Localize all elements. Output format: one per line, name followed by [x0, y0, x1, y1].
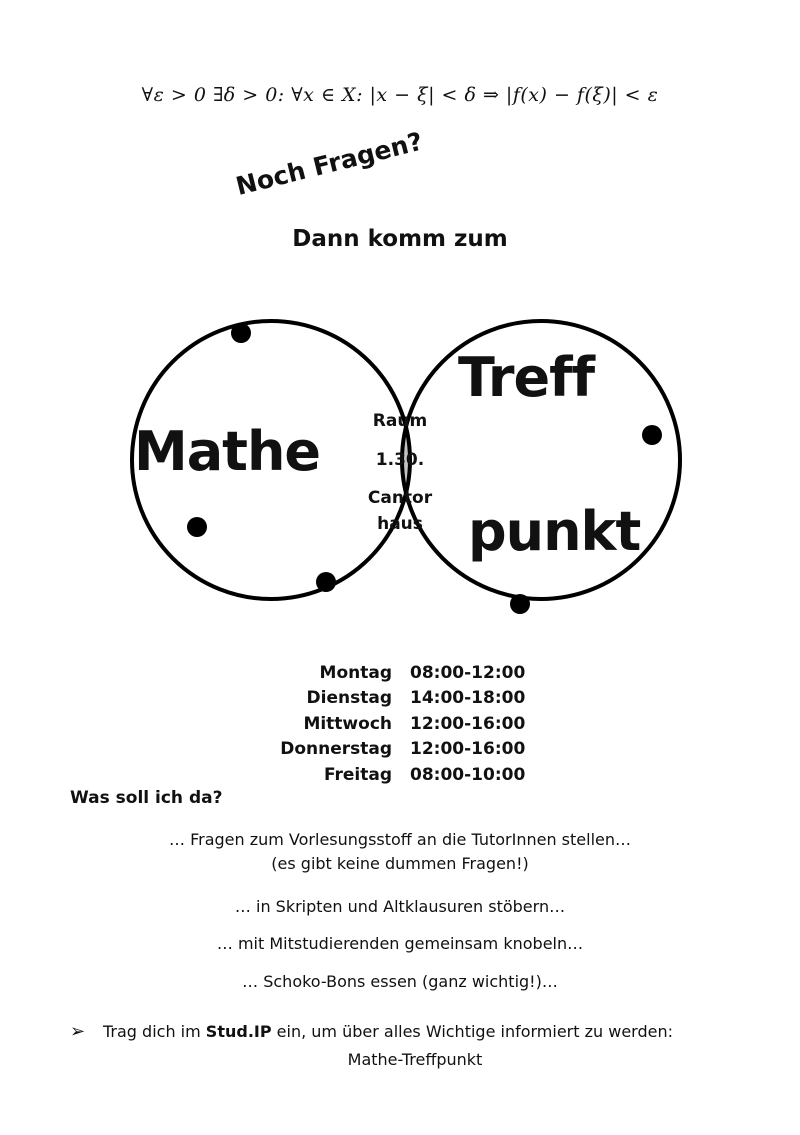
schedule-row: [260, 711, 560, 737]
activity-line: … mit Mitstudierenden gemeinsam knobeln…: [216, 934, 584, 953]
subheadline: Dann komm zum: [292, 226, 508, 252]
schedule-row: [260, 762, 560, 788]
room-label: Raum: [372, 411, 428, 431]
headline-noch-fragen: Noch Fragen?: [232, 126, 426, 201]
schedule-row: [260, 737, 560, 763]
schedule-day: Donnerstag: [280, 739, 392, 760]
schedule-time: 08:00-10:00: [410, 764, 526, 785]
studip-link: Stud.IP: [205, 1022, 272, 1041]
schedule-time: 14:00-18:00: [410, 688, 526, 709]
venn-right-word-bottom: punkt: [468, 500, 641, 563]
schedule-day: Dienstag: [306, 688, 392, 709]
activity-note: (es gibt keine dummen Fragen!): [271, 854, 529, 873]
course-name: Mathe-Treffpunkt: [347, 1050, 483, 1069]
schedule-day: Montag: [319, 662, 392, 683]
activity-line: … Schoko-Bons essen (ganz wichtig!)…: [242, 972, 558, 991]
schedule-day: Mittwoch: [303, 713, 392, 734]
building-name-suffix: haus: [377, 514, 423, 534]
decor-dot: [510, 594, 530, 614]
schedule-time: 08:00-12:00: [410, 662, 526, 683]
venn-left-word: Mathe: [134, 420, 321, 483]
activity-line: … in Skripten und Altklausuren stöbern…: [234, 897, 566, 916]
decor-dot: [187, 517, 207, 537]
building-name: Cantor: [367, 488, 433, 508]
decor-dot: [231, 323, 251, 343]
math-formula: ∀ε > 0 ∃δ > 0: ∀x ∈ X: |x − ξ| < δ ⇒ |f(x) − f(ξ)| < ε: [141, 84, 659, 106]
decor-dot: [642, 425, 662, 445]
venn-right-word-top: Treff: [458, 346, 595, 409]
activity-line: … Fragen zum Vorlesungsstoff an die TutorInnen stellen…: [168, 830, 631, 849]
room-number: 1.30.: [375, 450, 425, 470]
signup-text: [103, 1022, 673, 1041]
schedule-time: 12:00-16:00: [410, 739, 526, 760]
decor-dot: [316, 572, 336, 592]
arrow-bullet-icon: ➢: [70, 1021, 86, 1042]
signup-text-after: ein, um über alles Wichtige informiert zu werden:: [271, 1022, 673, 1041]
signup-text-before: Trag dich im: [103, 1022, 206, 1041]
question-heading: Was soll ich da?: [70, 788, 223, 808]
opening-hours-table: [260, 660, 560, 788]
schedule-day: Freitag: [323, 764, 392, 785]
schedule-time: 12:00-16:00: [410, 713, 526, 734]
schedule-row: [260, 660, 560, 686]
schedule-row: [260, 686, 560, 712]
